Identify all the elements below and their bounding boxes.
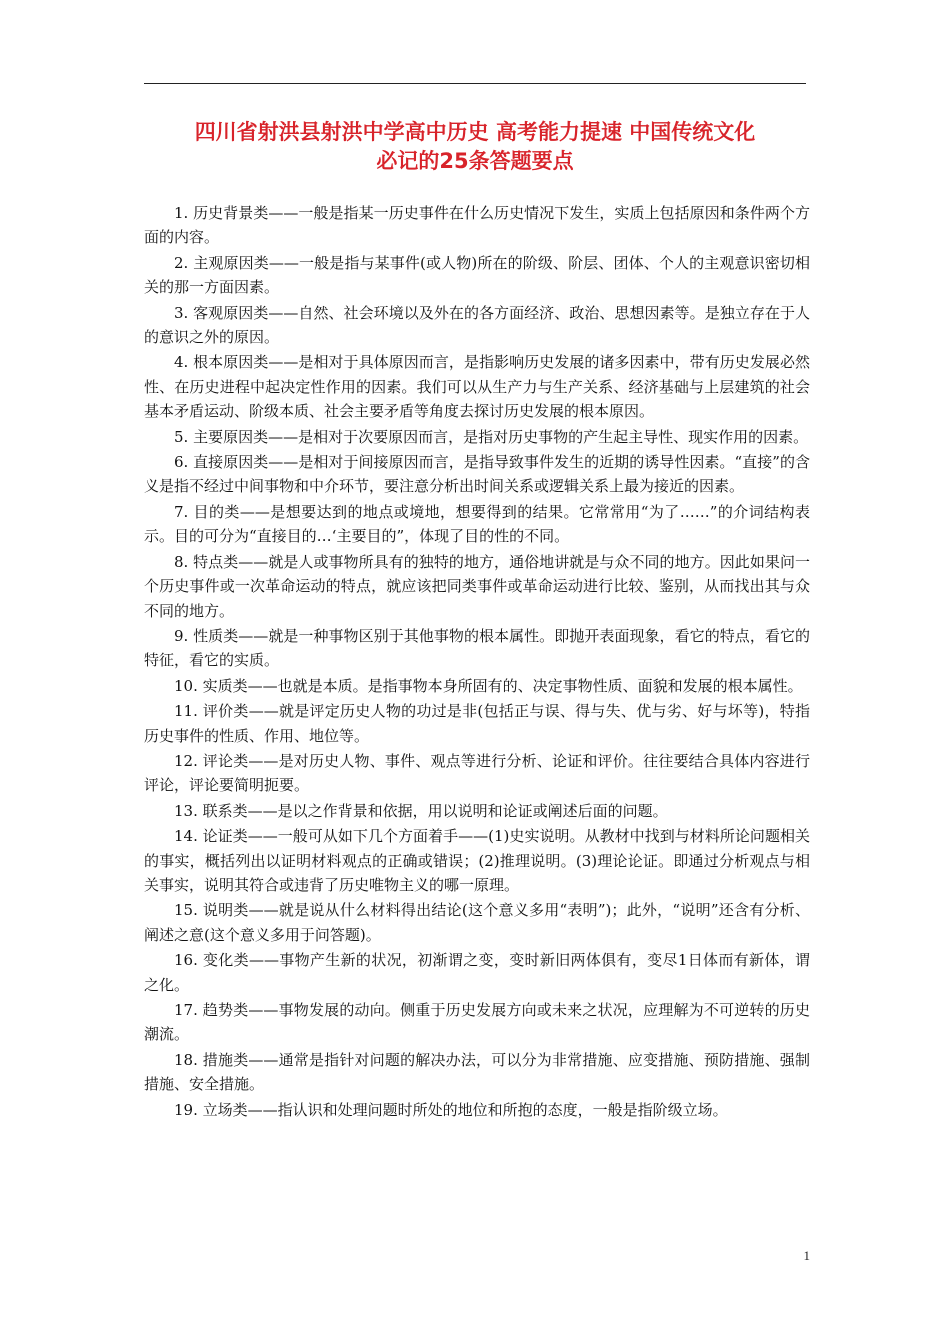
list-item: 10. 实质类——也就是本质。是指事物本身所固有的、决定事物性质、面貌和发展的根本属性。 (174, 676, 803, 695)
list-item: 11. 评价类——就是评定历史人物的功过是非(包括正与误、得与失、优与劣、好与坏等)，特指历史事件的性质、作用、地位等。 (144, 702, 810, 745)
list-item: 4. 根本原因类——是相对于具体原因而言，是指影响历史发展的诸多因素中，带有历史发展必然性、在历史进程中起决定性作用的因素。我们可以从生产力与生产关系、经济基础与上层建筑的社会基本矛盾运动、阶级本质、社会主要矛盾等角度去探讨历史发展的根本原因。 (144, 353, 810, 421)
list-item: 8. 特点类——就是人或事物所具有的独特的地方，通俗地讲就是与众不同的地方。因此如果问一个历史事件或一次革命运动的特点，就应该把同类事件或革命运动进行比较、鉴别，从而找出其与众不同的地方。 (144, 552, 810, 620)
list-item: 1. 历史背景类——一般是指某一历史事件在什么历史情况下发生，实质上包括原因和条件两个方面的内容。 (144, 204, 810, 247)
list-item: 5. 主要原因类——是相对于次要原因而言，是指对历史事物的产生起主导性、现实作用的因素。 (174, 427, 809, 446)
list-item: 7. 目的类——是想要达到的地点或境地，想要得到的结果。它常常用“为了……”的介词结构表示。目的可分为“直接目的…‘主要目的”，体现了目的性的不同。 (144, 502, 810, 546)
list-item: 2. 主观原因类——一般是指与某事件(或人物)所在的阶级、阶层、团体、个人的主观意识密切相关的那一方面因素。 (144, 253, 810, 297)
list-item: 12. 评论类——是对历史人物、事件、观点等进行分析、论证和评价。往往要结合具体内容进行评论，评论要简明扼要。 (144, 751, 810, 795)
title-line-2: 必记的25条答题要点 (376, 149, 574, 173)
page-number: 1 (803, 1248, 810, 1263)
list-item: 13. 联系类——是以之作背景和依据，用以说明和论证或阐述后面的问题。 (174, 801, 668, 820)
document-title (120, 118, 830, 176)
list-item: 16. 变化类——事物产生新的状况，初渐谓之变，变时新旧两体俱有，变尽1日体而有新体，谓之化。 (144, 951, 810, 994)
list-item: 9. 性质类——就是一种事物区别于其他事物的根本属性。即抛开表面现象，看它的特点，看它的特征，看它的实质。 (144, 626, 810, 670)
list-item: 19. 立场类——指认识和处理问题时所处的地位和所抱的态度，一般是指阶级立场。 (174, 1100, 728, 1119)
header-rule (144, 83, 806, 84)
list-item: 3. 客观原因类——自然、社会环境以及外在的各方面经济、政治、思想因素等。是独立存在于人的意识之外的原因。 (144, 303, 810, 347)
list-item: 15. 说明类——就是说从什么材料得出结论(这个意义多用“表明”)；此外，“说明”还含有分析、阐述之意(这个意义多用于问答题)。 (144, 901, 810, 944)
list-item: 17. 趋势类——事物发展的动向。侧重于历史发展方向或未来之状况，应理解为不可逆转的历史潮流。 (144, 1001, 810, 1044)
title-line-1: 四川省射洪县射洪中学高中历史 高考能力提速 中国传统文化 (194, 120, 756, 144)
list-item: 6. 直接原因类——是相对于间接原因而言，是指导致事件发生的近期的诱导性因素。“直接”的含义是指不经过中间事物和中介环节，要注意分析出时间关系或逻辑关系上最为接近的因素。 (144, 453, 810, 496)
list-item: 18. 措施类——通常是指针对问题的解决办法，可以分为非常措施、应变措施、预防措施、强制措施、安全措施。 (144, 1050, 810, 1094)
document-body (144, 201, 810, 1123)
list-item: 14. 论证类——一般可从如下几个方面着手——(1)史实说明。从教材中找到与材料所论问题相关的事实，概括列出以证明材料观点的正确或错误；(2)推理说明。(3)理论论证。即通过分析观点与相关事实，说明其符合或违背了历史唯物主义的哪一原理。 (144, 827, 810, 894)
